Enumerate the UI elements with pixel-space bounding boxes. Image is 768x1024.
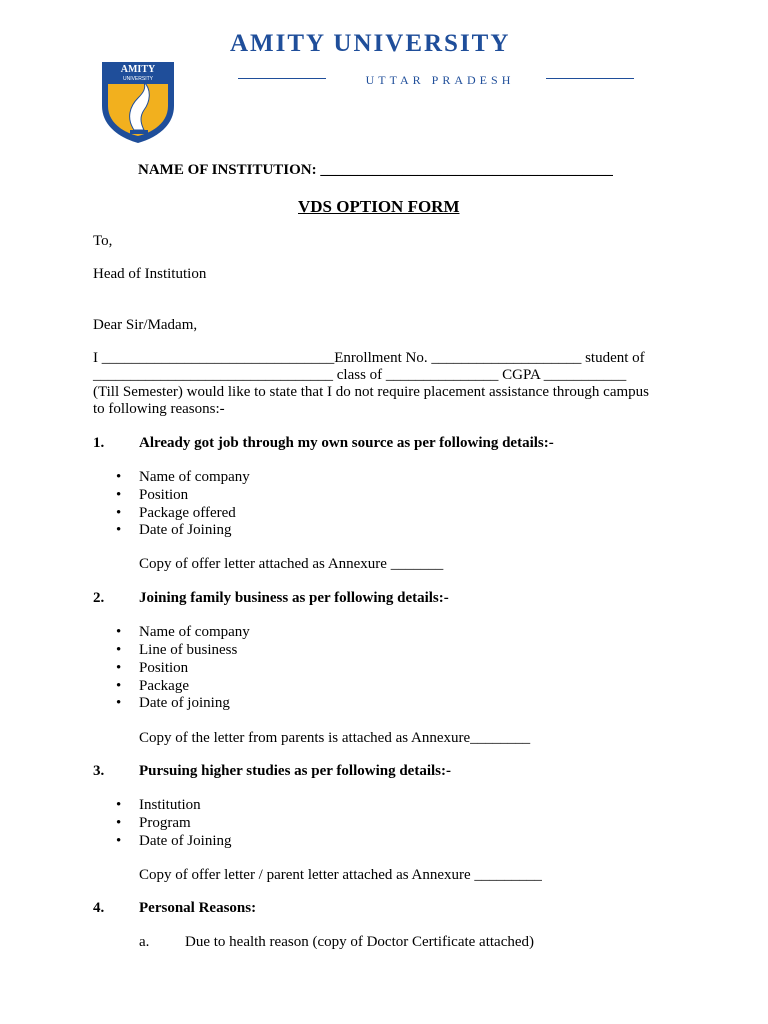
bullet-icon: • — [116, 642, 122, 658]
bullet-icon: • — [116, 487, 122, 503]
bullet-icon: • — [116, 660, 122, 676]
list-item: Position — [139, 487, 189, 503]
logo-text-university: UNIVERSITY — [122, 76, 154, 82]
intro-line-4: to following reasons:- — [93, 401, 225, 417]
state-left-rule — [238, 78, 326, 79]
amity-logo — [100, 60, 176, 144]
list-item: Line of business — [139, 642, 238, 658]
list-item: Date of Joining — [139, 833, 232, 849]
list-item: Name of company — [139, 624, 250, 640]
bullet-icon: • — [116, 624, 122, 640]
state-right-rule — [546, 78, 634, 79]
section-4-number: 4. — [93, 900, 105, 916]
university-title: AMITY UNIVERSITY — [230, 30, 511, 57]
section-1-number: 1. — [93, 435, 105, 451]
salutation-greeting: Dear Sir/Madam, — [93, 317, 198, 333]
bullet-icon: • — [116, 522, 122, 538]
section-2-heading: Joining family business as per following details:- — [139, 590, 449, 606]
sub-item-text: Due to health reason (copy of Doctor Certificate attached) — [185, 934, 535, 950]
list-item: Date of Joining — [139, 522, 232, 538]
state-name: UTTAR PRADESH — [365, 73, 515, 87]
form-title: VDS OPTION FORM — [298, 197, 460, 216]
list-item: Package offered — [139, 505, 236, 521]
sub-item-label: a. — [139, 934, 150, 950]
bullet-icon: • — [116, 469, 122, 485]
intro-line-2: ________________________________ class of _______________ CGPA ___________ — [93, 367, 627, 383]
section-2-note: Copy of the letter from parents is attached as Annexure________ — [139, 730, 531, 746]
intro-line-3: (Till Semester) would like to state that I do not require placement assistance through campus — [93, 384, 649, 400]
institution-line: NAME OF INSTITUTION: _______________________________________ — [138, 162, 613, 178]
bullet-icon: • — [116, 505, 122, 521]
salutation-to: To, — [93, 233, 113, 249]
bullet-icon: • — [116, 833, 122, 849]
section-1-note: Copy of offer letter attached as Annexure _______ — [139, 556, 444, 572]
list-item: Institution — [139, 797, 201, 813]
section-4-heading: Personal Reasons: — [139, 900, 257, 916]
logo-text-amity: AMITY — [120, 64, 156, 75]
salutation-recipient: Head of Institution — [93, 266, 207, 282]
bullet-icon: • — [116, 678, 122, 694]
section-3-heading: Pursuing higher studies as per following details:- — [139, 763, 451, 779]
bullet-icon: • — [116, 797, 122, 813]
list-item: Program — [139, 815, 191, 831]
amity-shield-icon — [100, 60, 176, 144]
section-1-heading: Already got job through my own source as per following details:- — [139, 435, 554, 451]
list-item: Position — [139, 660, 189, 676]
section-3-note: Copy of offer letter / parent letter attached as Annexure _________ — [139, 867, 542, 883]
list-item: Package — [139, 678, 189, 694]
section-3-number: 3. — [93, 763, 105, 779]
bullet-icon: • — [116, 695, 122, 711]
intro-line-1: I _______________________________Enrollment No. ____________________ student of — [93, 350, 645, 366]
section-2-number: 2. — [93, 590, 105, 606]
list-item: Date of joining — [139, 695, 230, 711]
bullet-icon: • — [116, 815, 122, 831]
list-item: Name of company — [139, 469, 250, 485]
